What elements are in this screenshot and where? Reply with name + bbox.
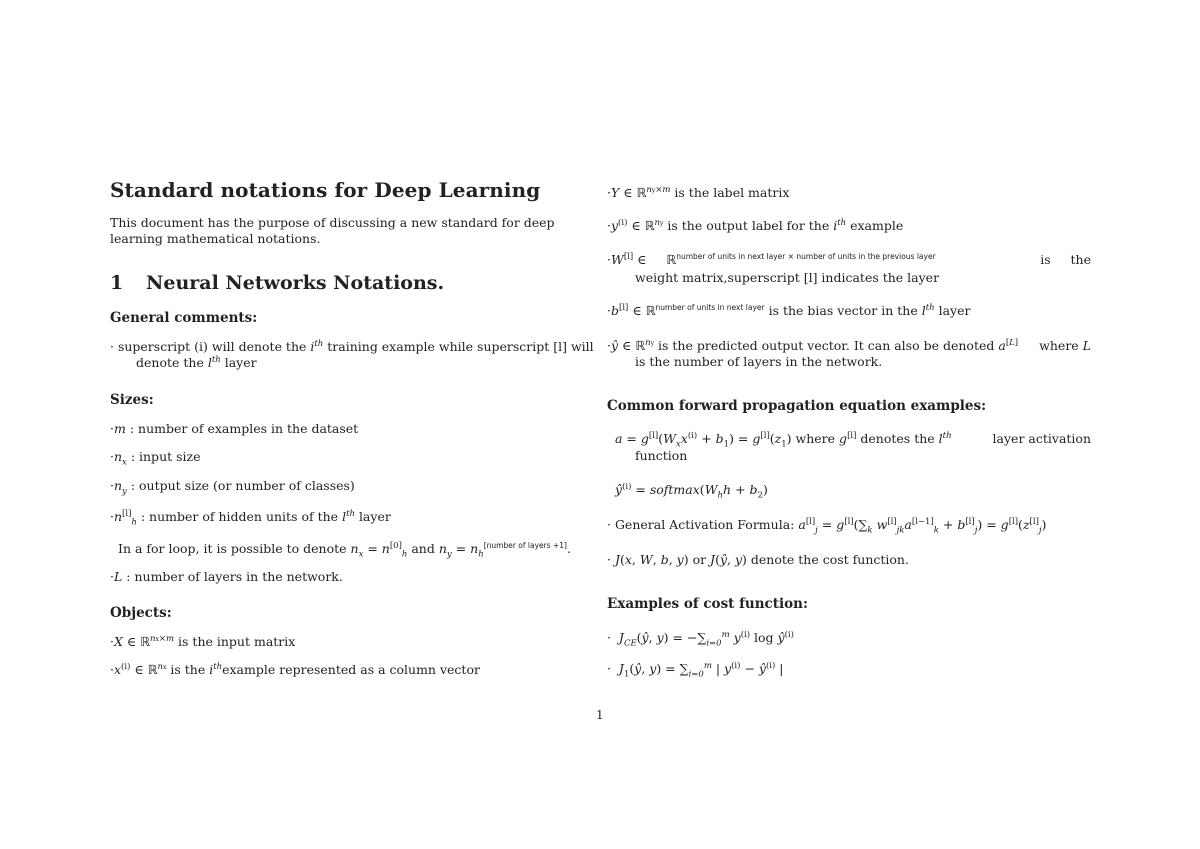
general-comments-heading: General comments: — [110, 310, 258, 326]
sizes-heading: Sizes: — [110, 392, 154, 408]
forward-propagation-heading: Common forward propagation equation examples: — [607, 398, 987, 414]
objects-heading: Objects: — [110, 605, 172, 621]
general-activation-formula: · General Activation Formula: $a[l]_j = g[l](\sum_k$ $w[l]_{jk}a[l-1]_k + b[l]_j) = g[l](z[l]_j)$ — [607, 516, 1047, 536]
object-yhat-desc: is the number of layers in the network. — [635, 354, 883, 369]
object-W: ·W[l] ∈ ℝ$^{number of units in next layer \times number of units in the previous layer}$ is the — [607, 251, 1091, 267]
cost-function-heading: Examples of cost function: — [607, 596, 808, 612]
object-y: $\cdot y^{(i)}$ ∈ ℝ$^{ny}$ is the output label for the $i^{th}$ example — [607, 217, 904, 233]
forward-eq-1-cont: function — [635, 448, 688, 463]
forward-eq-1: $a = g[l](W_xx^{(i)} + b_1) = g[l](z_1)$ where g[l] denotes the $l^{th}$ layer activation — [615, 430, 1091, 450]
object-W-desc: weight matrix,superscript [l] indicates the layer — [635, 270, 940, 285]
page-number: 1 — [596, 708, 604, 722]
size-nh: $\cdot n[l]_h$ : number of hidden units of the $l^{th}$ layer — [110, 508, 391, 528]
object-yhat: ·ŷ ∈ ℝ$^{ny}$ is the predicted output vector. It can also be denoted a[L] where L — [607, 337, 1091, 353]
section-title: Neural Networks Notations. — [146, 272, 445, 294]
document-title: Standard notations for Deep Learning — [110, 178, 541, 202]
object-X: ·X ∈ ℝ$^{nx\times m}$ is the input matrix — [110, 633, 296, 649]
cost-function-def: · J(x, W, b, y) or J(ŷ, y) denote the cost function. — [607, 552, 909, 567]
section-number: 1 — [110, 272, 124, 294]
object-b: ·b[l] ∈ ℝ$^{number of units in next layer}$ is the bias vector in the $l^{th}$ layer — [607, 302, 971, 318]
general-text-d: layer — [224, 355, 257, 370]
general-text-a: · superscript (i) will denote the — [110, 339, 307, 354]
size-m: ·m : number of examples in the dataset — [110, 421, 359, 436]
general-comments-text: · superscript (i) will denote the $i^{th}$ training example while superscript [l] will denote the $l^{th}$ layer — [110, 338, 594, 370]
for-loop-note: In a for loop, it is possible to denote $n_x = n[0]_h$ and $n_y = n_h[number of layers +1]$. — [118, 540, 571, 560]
cost-l1: · $J_1(ŷ$, $y) = \sum_{i=0}^m$ | $y^{(i)}$ − $ŷ^{(i)}$ | — [607, 660, 784, 680]
section-heading — [110, 272, 444, 294]
size-L: ·L : number of layers in the network. — [110, 569, 343, 584]
cost-cross-entropy: · $J_{CE}(ŷ$, $y) = -\sum_{i=0}^m$ $y^{(i)}$ $\log ŷ^{(i)}$ — [607, 629, 794, 649]
general-text-c: denote the — [136, 355, 204, 370]
intro-paragraph: This document has the purpose of discussing a new standard for deep learning mathematical notations. — [110, 215, 555, 246]
size-ny: $\cdot n_y$ : output size (or number of classes) — [110, 478, 355, 497]
size-nx: $\cdot n_x$ : input size — [110, 449, 201, 468]
object-Y: ·Y ∈ ℝ$^{ny\times m}$ is the label matrix — [607, 184, 790, 200]
forward-eq-2: $ŷ^{(i)}$ = $softmax(W_hh + b_2)$ — [615, 481, 768, 501]
object-x: $\cdot x^{(i)}$ ∈ ℝ$^{nx}$ is the $i^{th}example$ represented as a column vector — [110, 661, 480, 677]
general-text-b: training example while superscript [l] will — [327, 339, 594, 354]
